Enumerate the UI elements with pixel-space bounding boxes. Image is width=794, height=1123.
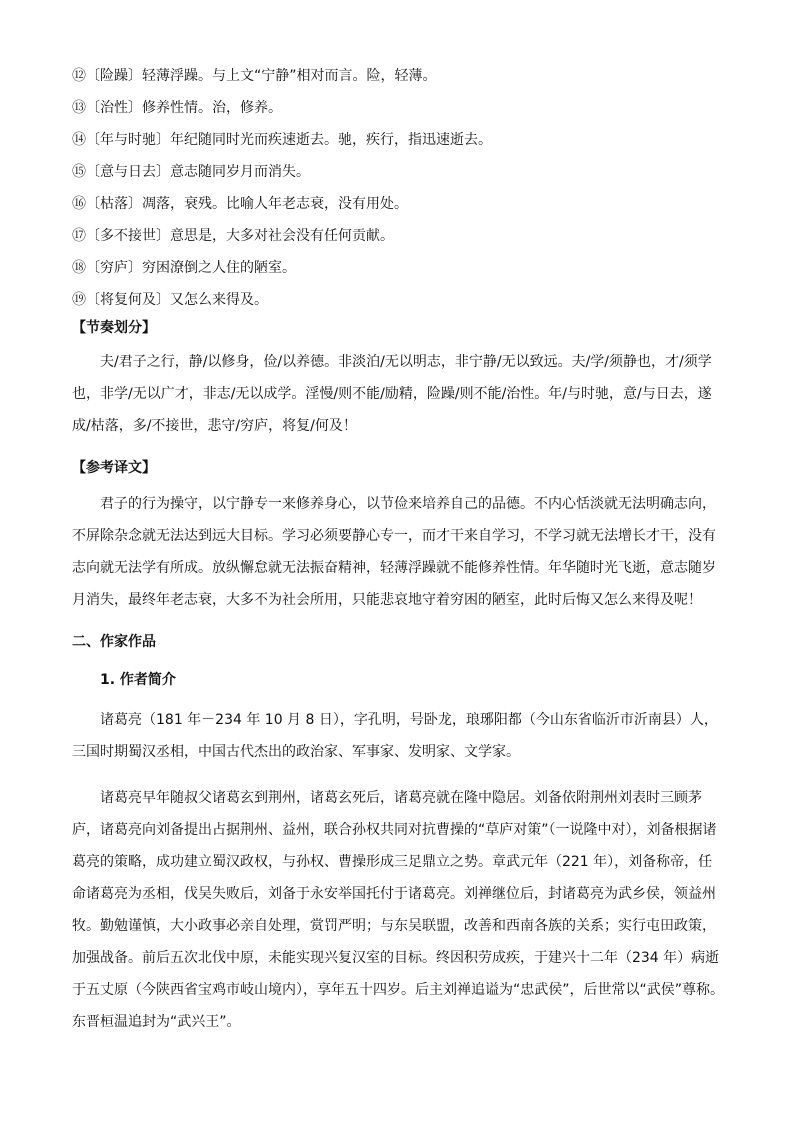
author-bio-text-2: 诸葛亮早年随叔父诸葛玄到荆州，诸葛玄死后，诸葛亮就在隆中隐居。刘备依附荆州刘表时三顾茅庐，诸葛亮向刘备提出占据荆州、益州，联合孙权共同对抗曹操的“草庐对策”（一说隆中对），刘备根据诸葛亮的策略，成功建立蜀汉政权，与孙权、曹操形成三足鼎立之势。章武元年（221 年），刘备称帝，任命诸葛亮为丞相，伐吴失败后，刘备于永安举国托付于诸葛亮。刘禅继位后，封诸葛亮为武乡侯，领益州牧。勤勉谨慎，大小政事必亲自处理，赏罚严明；与东吴联盟，改善和西南各族的关系；实行屯田政策，加强战备。前后五次北伐中原，未能实现兴复汉室的目标。终因积劳成疾，于建兴十二年（234 年）病逝于五丈原（今陕西省宝鸡市岐山境内），享年五十四岁。后主刘禅追谥为“忠武侯”，后世常以“武侯”尊称。东晋桓温追封为“武兴王”。: [72, 790, 725, 1030]
note-16: ⑯〔枯落〕凋落，衰残。比喻人年老志衰，没有用处。: [72, 196, 408, 212]
note-19: ⑲〔将复何及〕又怎么来得及。: [72, 292, 268, 308]
author-bio-paragraph-2: [72, 782, 724, 1038]
note-13: ⑬〔治性〕修养性情。治，修养。: [72, 100, 282, 116]
section-heading-author-works: 二、作家作品: [72, 634, 156, 650]
subheading-author-intro: 1. 作者简介: [100, 672, 176, 688]
translation-text: 君子的行为操守，以宁静专一来修养身心，以节俭来培养自己的品德。不内心恬淡就无法明确志向，不屏除杂念就无法达到远大目标。学习必须要静心专一，而才干来自学习，不学习就无法增长才干，没有志向就无法学有所成。放纵懈怠就无法振奋精神，轻薄浮躁就不能修养性情。年华随时光飞逝，意志随岁月消失，最终年老志衰，大多不为社会所用，只能悲哀地守着穷困的陋室，此时后悔又怎么来得及呢！: [72, 496, 716, 608]
note-14: ⑭〔年与时驰〕年纪随同时光而疾速逝去。驰，疾行，指迅速逝去。: [72, 132, 492, 148]
rhythm-heading: 【节奏划分】: [72, 320, 156, 336]
note-15: ⑮〔意与日去〕意志随同岁月而消失。: [72, 164, 310, 180]
note-17: ⑰〔多不接世〕意思是，大多对社会没有任何贡献。: [72, 228, 394, 244]
author-bio-text-1: 诸葛亮（181 年－234 年 10 月 8 日），字孔明，号卧龙，琅琊阳都（今山东省临沂市沂南县）人，三国时期蜀汉丞相，中国古代杰出的政治家、军事家、发明家、文学家。: [72, 712, 718, 760]
author-bio-paragraph-1: [72, 704, 724, 768]
translation-paragraph: [72, 488, 724, 616]
rhythm-paragraph: [72, 346, 724, 442]
translation-heading: 【参考译文】: [72, 460, 156, 476]
note-18: ⑱〔穷庐〕穷困潦倒之人住的陋室。: [72, 260, 296, 276]
rhythm-text: 夫/君子之行，静/以修身，俭/以养德。非淡泊/无以明志，非宁静/无以致远。夫/学/须静也，才/须学也，非学/无以广才，非志/无以成学。淫慢/则不能/励精，险躁/则不能/治性。年/与时驰，意/与日去，遂成/枯落，多/不接世，悲守/穷庐，将复/何及！: [72, 354, 712, 434]
note-12: ⑫〔险躁〕轻薄浮躁。与上文“宁静”相对而言。险，轻薄。: [72, 68, 437, 84]
